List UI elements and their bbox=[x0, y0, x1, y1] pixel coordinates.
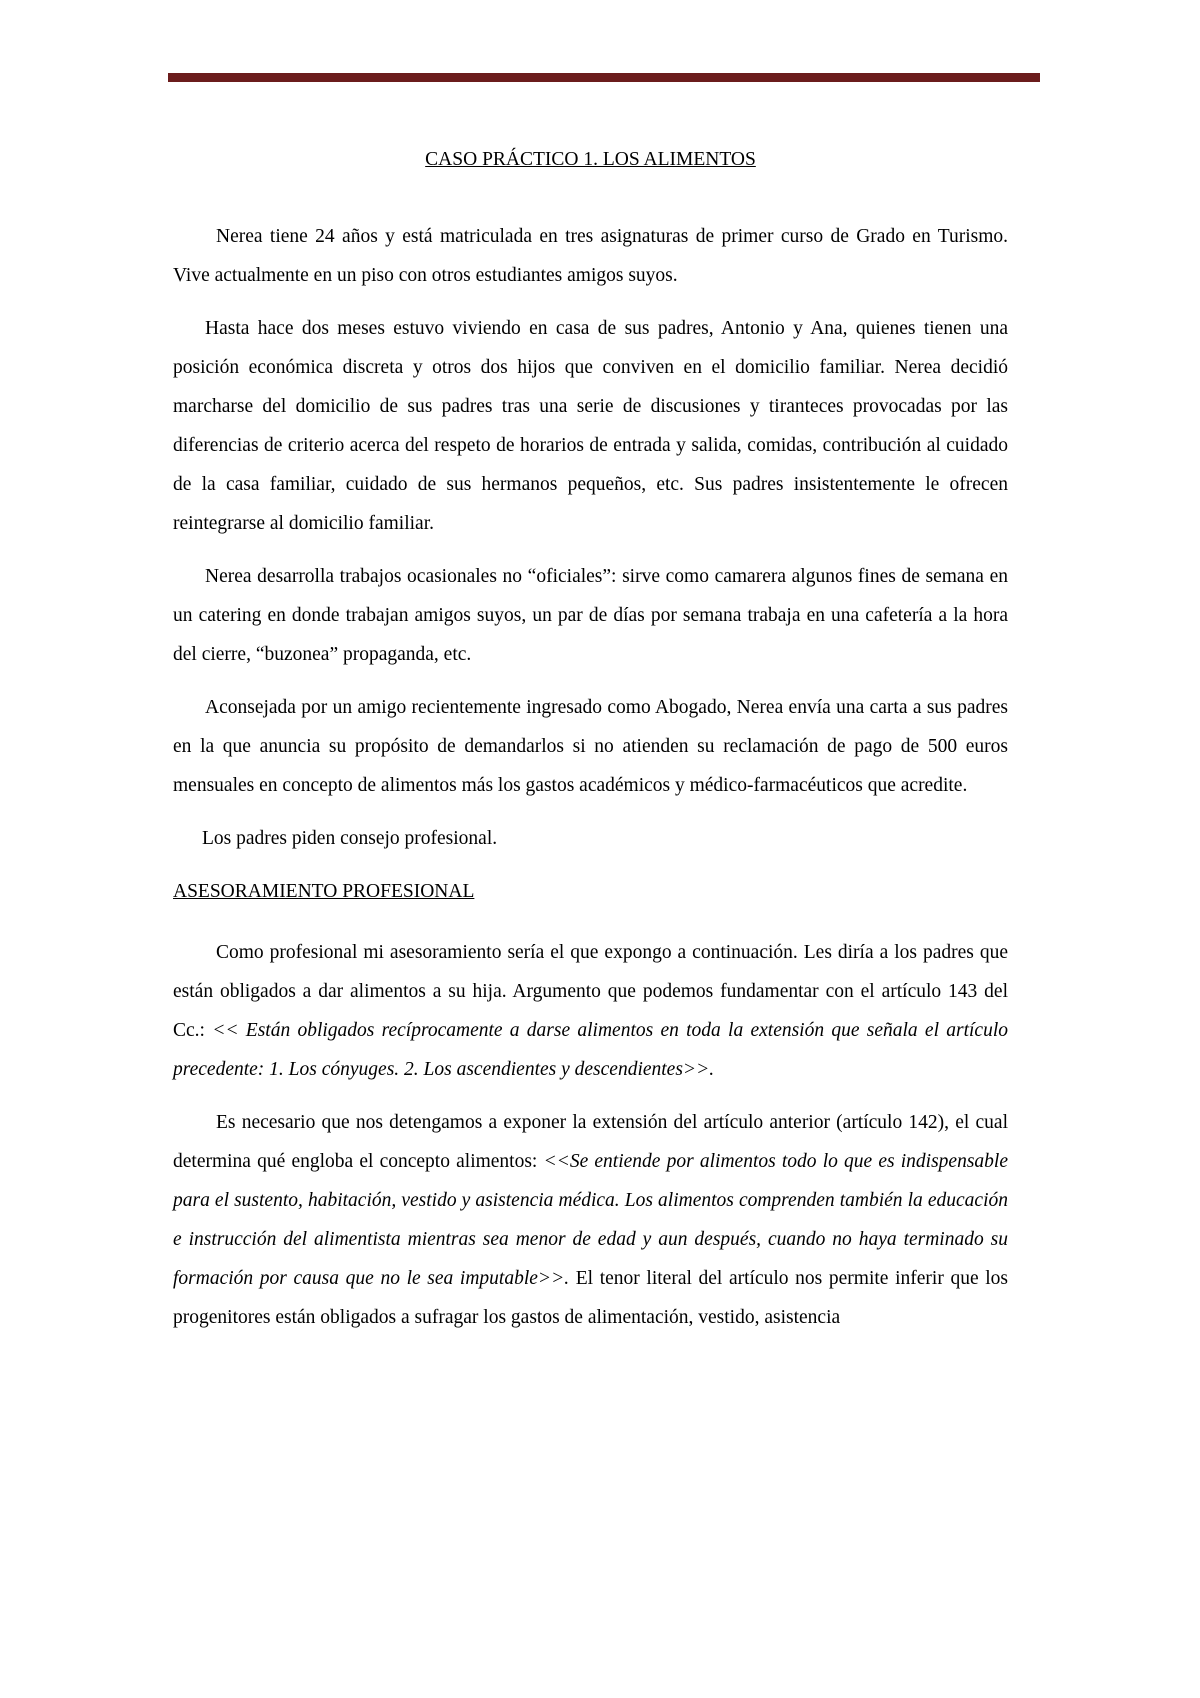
article-142-quote: <<Se entiende por alimentos todo lo que es indispensable para el sustento, habitación, vestido y asistencia médica. Los alimentos comprenden también la educación e instrucción del alimentista mientras sea menor de edad y aun después, cuando no haya terminado su formación por causa que no le sea imputable>>. bbox=[173, 1151, 1008, 1289]
advice-1-text: Como profesional mi asesoramiento sería el que expongo a continuación. Les diría a los padres que están obligados a dar alimentos a su hija. Argumento que podemos fundamentar con el artículo 143 del Cc.: bbox=[173, 942, 1008, 1041]
advice-2-text-after: El tenor literal del artículo nos permite inferir que los progenitores están obligados a sufragar los gastos de alimentación, vestido, asistencia bbox=[173, 1268, 1008, 1328]
paragraph-advice-2 bbox=[173, 1103, 1008, 1337]
advice-2-text-before: Es necesario que nos detengamos a exponer la extensión del artículo anterior (artículo 142), el cual determina qué engloba el concepto alimentos: bbox=[173, 1112, 1008, 1172]
document-title: CASO PRÁCTICO 1. LOS ALIMENTOS bbox=[425, 149, 756, 170]
paragraph-jobs: Nerea desarrolla trabajos ocasionales no “oficiales”: sirve como camarera algunos fines de semana en un catering en donde trabajan amigos suyos, un par de días por semana trabaja en una cafetería a la hora del cierre, “buzonea” propaganda, etc. bbox=[173, 566, 1008, 665]
paragraph-letter: Aconsejada por un amigo recientemente ingresado como Abogado, Nerea envía una carta a sus padres en la que anuncia su propósito de demandarlos si no atienden su reclamación de pago de 500 euros mensuales en concepto de alimentos más los gastos académicos y médico-farmacéuticos que acredite. bbox=[173, 697, 1008, 796]
header-rule bbox=[168, 73, 1040, 82]
paragraph-background: Hasta hace dos meses estuvo viviendo en casa de sus padres, Antonio y Ana, quienes tienen una posición económica discreta y otros dos hijos que conviven en el domicilio familiar. Nerea decidió marcharse del domicilio de sus padres tras una serie de discusiones y tiranteces provocadas por las diferencias de criterio acerca del respeto de horarios de entrada y salida, comidas, contribución al cuidado de la casa familiar, cuidado de sus hermanos pequeños, etc. Sus padres insistentemente le ofrecen reintegrarse al domicilio familiar. bbox=[173, 318, 1008, 534]
paragraph-request: Los padres piden consejo profesional. bbox=[202, 828, 498, 849]
section-heading: ASESORAMIENTO PROFESIONAL bbox=[173, 881, 475, 902]
paragraph-advice-1 bbox=[173, 933, 1008, 1089]
document-body bbox=[173, 140, 1008, 1351]
paragraph-intro: Nerea tiene 24 años y está matriculada en tres asignaturas de primer curso de Grado en Turismo. Vive actualmente en un piso con otros estudiantes amigos suyos. bbox=[173, 226, 1008, 286]
article-143-quote: << Están obligados recíprocamente a darse alimentos en toda la extensión que señala el artículo precedente: 1. Los cónyuges. 2. Los ascendientes y descendientes>>. bbox=[173, 1020, 1008, 1080]
